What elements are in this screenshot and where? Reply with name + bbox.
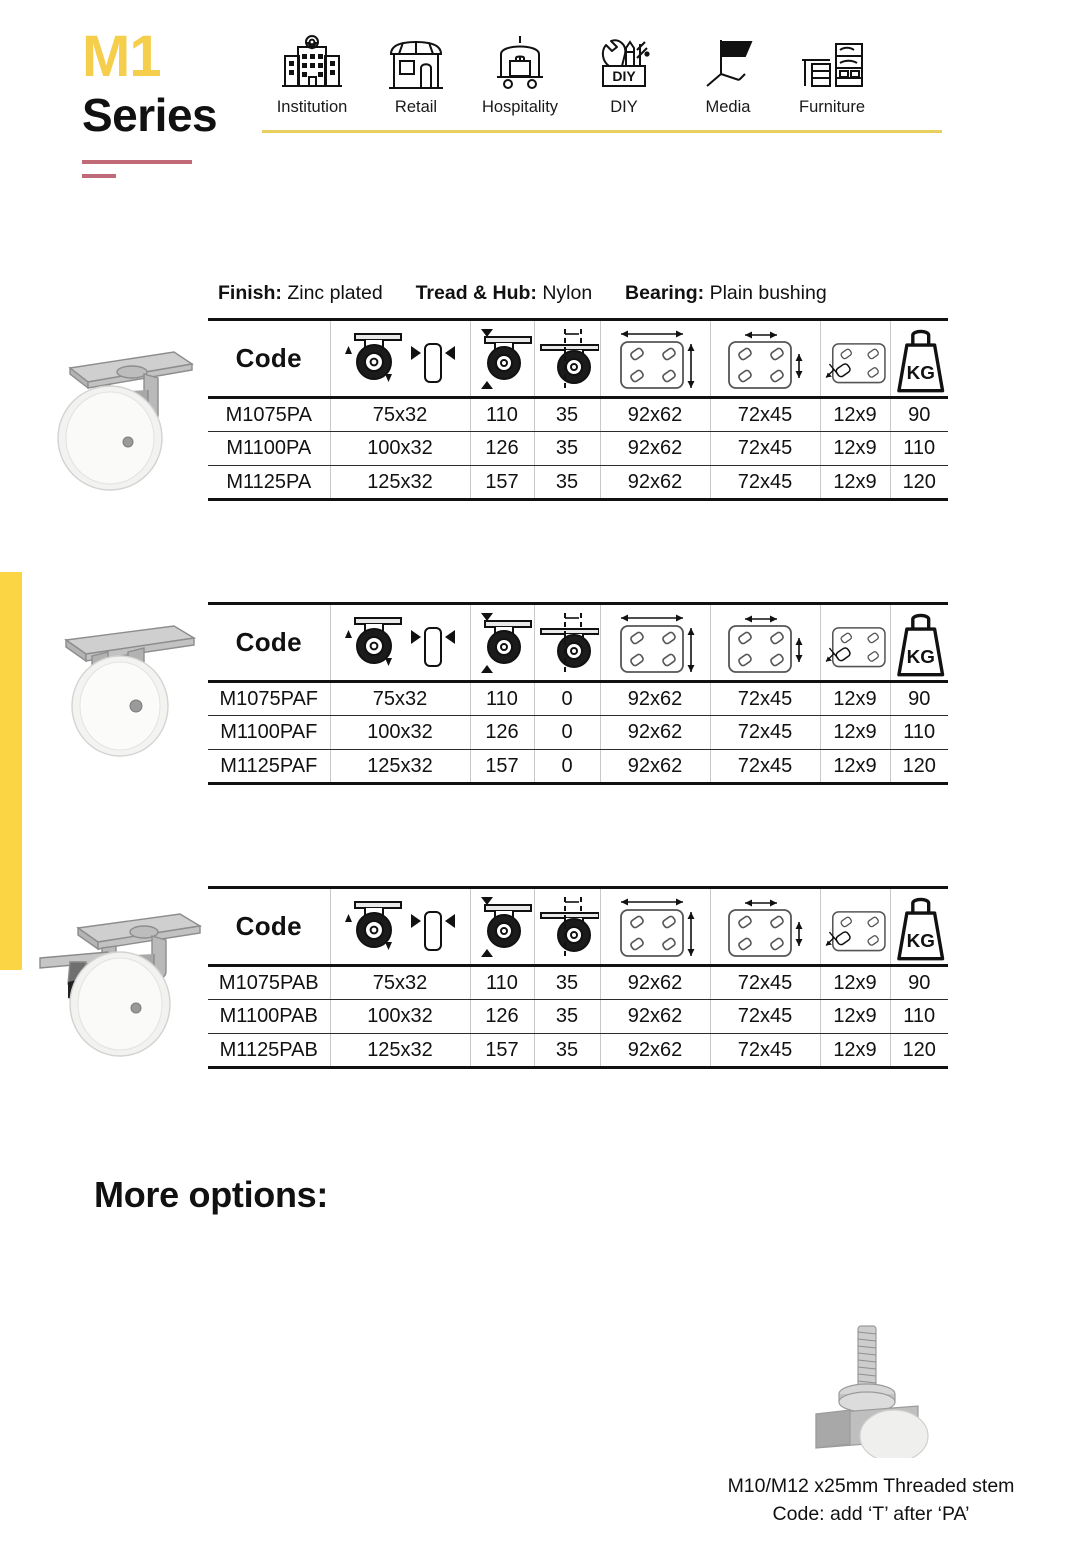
code-header-label: Code <box>235 627 302 657</box>
overall-height-icon <box>471 325 534 393</box>
cell-load: 120 <box>890 750 948 784</box>
cell-code: M1075PAF <box>208 682 330 716</box>
column-header-swivel-offset <box>534 604 600 682</box>
spec-table-fixed-wrapper <box>208 602 948 785</box>
cell-load: 90 <box>890 682 948 716</box>
cell-wheel: 75x32 <box>330 682 470 716</box>
table-row[interactable] <box>208 716 948 750</box>
option-threaded-stem <box>706 1308 1036 1529</box>
cell-plate: 92x62 <box>600 466 710 500</box>
column-header-bolt-hole-spacing <box>710 888 820 966</box>
spec-table-swivel <box>208 318 948 501</box>
cell-load: 110 <box>890 432 948 466</box>
column-header-load-capacity <box>890 320 948 398</box>
column-header-plate-size <box>600 888 710 966</box>
segment-diy <box>574 30 674 117</box>
column-header-bolt-hole-size <box>820 320 890 398</box>
cell-offset: 0 <box>534 716 600 750</box>
cell-offset: 0 <box>534 682 600 716</box>
brand-underline-short <box>82 174 116 178</box>
cell-plate: 92x62 <box>600 682 710 716</box>
cell-load: 120 <box>890 466 948 500</box>
cell-height: 126 <box>470 1000 534 1034</box>
column-header-load-capacity <box>890 604 948 682</box>
cell-height: 126 <box>470 716 534 750</box>
column-header-overall-height <box>470 320 534 398</box>
column-header-code <box>208 320 330 398</box>
cell-plate: 92x62 <box>600 1000 710 1034</box>
cell-bolt-holes: 72x45 <box>710 398 820 432</box>
segment-furniture <box>782 30 882 117</box>
brand-underline-long <box>82 160 192 164</box>
segment-hospitality <box>470 30 570 117</box>
cell-height: 110 <box>470 966 534 1000</box>
load-capacity-kg-icon <box>891 607 949 679</box>
cell-bolt-dia: 12x9 <box>820 432 890 466</box>
cell-load: 110 <box>890 1000 948 1034</box>
cell-offset: 35 <box>534 466 600 500</box>
column-header-code <box>208 604 330 682</box>
segment-label: DIY <box>610 98 638 116</box>
segment-label: Hospitality <box>481 98 559 116</box>
brand-secondary-title: Series <box>82 89 218 141</box>
segment-institution <box>262 30 362 117</box>
cell-code: M1100PA <box>208 432 330 466</box>
column-header-wheel-size <box>330 604 470 682</box>
institution-building-icon <box>262 30 362 92</box>
tread-hub-label: Tread & Hub: <box>415 282 537 304</box>
cell-plate: 92x62 <box>600 716 710 750</box>
wheel-diameter-width-icon <box>331 328 470 390</box>
column-header-plate-size <box>600 604 710 682</box>
code-header-label: Code <box>235 343 302 373</box>
cell-bolt-holes: 72x45 <box>710 750 820 784</box>
column-header-plate-size <box>600 320 710 398</box>
braked-swivel-caster-photo <box>24 898 210 1063</box>
overall-height-icon <box>471 609 534 677</box>
cell-load: 120 <box>890 1034 948 1068</box>
cell-bolt-holes: 72x45 <box>710 682 820 716</box>
table-row[interactable] <box>208 750 948 784</box>
table-header-row <box>208 888 948 966</box>
cell-wheel: 75x32 <box>330 966 470 1000</box>
finish-value: Zinc plated <box>287 282 383 304</box>
wheel-diameter-width-icon <box>331 896 470 958</box>
column-header-bolt-hole-size <box>820 888 890 966</box>
cell-plate: 92x62 <box>600 1034 710 1068</box>
cell-code: M1125PAF <box>208 750 330 784</box>
column-header-swivel-offset <box>534 888 600 966</box>
cell-offset: 35 <box>534 1000 600 1034</box>
load-capacity-kg-icon <box>891 323 949 395</box>
column-header-overall-height <box>470 604 534 682</box>
cell-wheel: 100x32 <box>330 716 470 750</box>
column-header-bolt-hole-spacing <box>710 604 820 682</box>
table-row[interactable] <box>208 432 948 466</box>
threaded-stem-caster-photo <box>706 1308 1036 1458</box>
bolt-hole-size-icon <box>821 893 890 961</box>
column-header-wheel-size <box>330 888 470 966</box>
cell-offset: 35 <box>534 1034 600 1068</box>
column-header-bolt-hole-size <box>820 604 890 682</box>
cell-bolt-holes: 72x45 <box>710 432 820 466</box>
segment-label: Institution <box>276 98 348 116</box>
column-header-load-capacity <box>890 888 948 966</box>
option-caption-line1: M10/M12 x25mm Threaded stem <box>727 1475 1015 1497</box>
cell-height: 157 <box>470 466 534 500</box>
brand-primary-title: M1 <box>82 24 161 89</box>
material-spec-line <box>218 282 827 305</box>
cell-offset: 35 <box>534 966 600 1000</box>
table-row[interactable] <box>208 682 948 716</box>
cell-bolt-holes: 72x45 <box>710 1000 820 1034</box>
cell-bolt-holes: 72x45 <box>710 1034 820 1068</box>
cell-bolt-dia: 12x9 <box>820 398 890 432</box>
cell-height: 110 <box>470 682 534 716</box>
cell-wheel: 125x32 <box>330 750 470 784</box>
cell-plate: 92x62 <box>600 966 710 1000</box>
bearing-value: Plain bushing <box>709 282 827 304</box>
cell-code: M1075PA <box>208 398 330 432</box>
cell-plate: 92x62 <box>600 398 710 432</box>
finish-label: Finish: <box>218 282 282 304</box>
bolt-hole-size-icon <box>821 325 890 393</box>
more-options-title: More options: <box>94 1174 329 1215</box>
furniture-shelving-icon <box>782 30 882 92</box>
cell-bolt-dia: 12x9 <box>820 1000 890 1034</box>
segment-retail <box>366 30 466 117</box>
cell-offset: 0 <box>534 750 600 784</box>
cell-wheel: 125x32 <box>330 1034 470 1068</box>
cell-bolt-dia: 12x9 <box>820 966 890 1000</box>
cell-bolt-dia: 12x9 <box>820 716 890 750</box>
cell-bolt-dia: 12x9 <box>820 750 890 784</box>
column-header-bolt-hole-spacing <box>710 320 820 398</box>
cell-code: M1125PA <box>208 466 330 500</box>
cell-bolt-dia: 12x9 <box>820 682 890 716</box>
cell-bolt-holes: 72x45 <box>710 466 820 500</box>
bolt-hole-size-icon <box>821 609 890 677</box>
spec-table-braked-wrapper <box>208 886 948 1069</box>
cell-code: M1125PAB <box>208 1034 330 1068</box>
spec-table-braked <box>208 886 948 1069</box>
media-flag-icon <box>678 30 778 92</box>
cell-load: 110 <box>890 716 948 750</box>
retail-storefront-icon <box>366 30 466 92</box>
code-header-label: Code <box>235 911 302 941</box>
cell-height: 126 <box>470 432 534 466</box>
swivel-caster-photo <box>24 330 210 495</box>
table-row[interactable] <box>208 1034 948 1068</box>
load-capacity-kg-icon <box>891 891 949 963</box>
table-row[interactable] <box>208 398 948 432</box>
wheel-diameter-width-icon <box>331 612 470 674</box>
cell-bolt-holes: 72x45 <box>710 716 820 750</box>
diy-tools-icon <box>574 30 674 92</box>
segment-label: Media <box>705 98 751 116</box>
plate-size-icon <box>601 608 710 678</box>
brand-block <box>82 24 257 178</box>
cell-bolt-dia: 12x9 <box>820 466 890 500</box>
option-caption-line2: Code: add ‘T’ after ‘PA’ <box>772 1503 970 1526</box>
cell-load: 90 <box>890 966 948 1000</box>
bolt-hole-spacing-icon <box>711 892 820 962</box>
column-header-swivel-offset <box>534 320 600 398</box>
cell-code: M1100PAF <box>208 716 330 750</box>
spec-table-fixed <box>208 602 948 785</box>
table-header-row <box>208 604 948 682</box>
segment-label: Furniture <box>798 98 866 116</box>
segment-media <box>678 30 778 117</box>
bolt-hole-spacing-icon <box>711 608 820 678</box>
cell-height: 157 <box>470 1034 534 1068</box>
cell-offset: 35 <box>534 398 600 432</box>
cell-wheel: 100x32 <box>330 432 470 466</box>
cell-plate: 92x62 <box>600 432 710 466</box>
swivel-offset-icon <box>535 895 600 959</box>
swivel-offset-icon <box>535 611 600 675</box>
column-header-wheel-size <box>330 320 470 398</box>
bolt-hole-spacing-icon <box>711 324 820 394</box>
table-header-row <box>208 320 948 398</box>
table-row[interactable] <box>208 966 948 1000</box>
page-header <box>0 0 1080 200</box>
market-segment-list <box>262 30 882 117</box>
tread-hub-value: Nylon <box>542 282 593 304</box>
cell-wheel: 75x32 <box>330 398 470 432</box>
segment-label: Retail <box>394 98 438 116</box>
option-caption <box>706 1472 1036 1529</box>
cell-plate: 92x62 <box>600 750 710 784</box>
bearing-label: Bearing: <box>625 282 705 304</box>
svg-text:DIY: DIY <box>612 68 636 84</box>
cell-bolt-holes: 72x45 <box>710 966 820 1000</box>
cell-load: 90 <box>890 398 948 432</box>
spec-table-swivel-wrapper <box>208 318 948 501</box>
table-row[interactable] <box>208 466 948 500</box>
cell-code: M1075PAB <box>208 966 330 1000</box>
fixed-caster-photo <box>24 614 210 779</box>
cell-code: M1100PAB <box>208 1000 330 1034</box>
cell-wheel: 100x32 <box>330 1000 470 1034</box>
column-header-overall-height <box>470 888 534 966</box>
cell-offset: 35 <box>534 432 600 466</box>
cell-bolt-dia: 12x9 <box>820 1034 890 1068</box>
hospitality-luggage-cart-icon <box>470 30 570 92</box>
overall-height-icon <box>471 893 534 961</box>
table-row[interactable] <box>208 1000 948 1034</box>
swivel-offset-icon <box>535 327 600 391</box>
cell-wheel: 125x32 <box>330 466 470 500</box>
header-divider-rule <box>262 130 942 133</box>
cell-height: 157 <box>470 750 534 784</box>
plate-size-icon <box>601 324 710 394</box>
yellow-accent-bar <box>0 572 22 970</box>
column-header-code <box>208 888 330 966</box>
cell-height: 110 <box>470 398 534 432</box>
plate-size-icon <box>601 892 710 962</box>
